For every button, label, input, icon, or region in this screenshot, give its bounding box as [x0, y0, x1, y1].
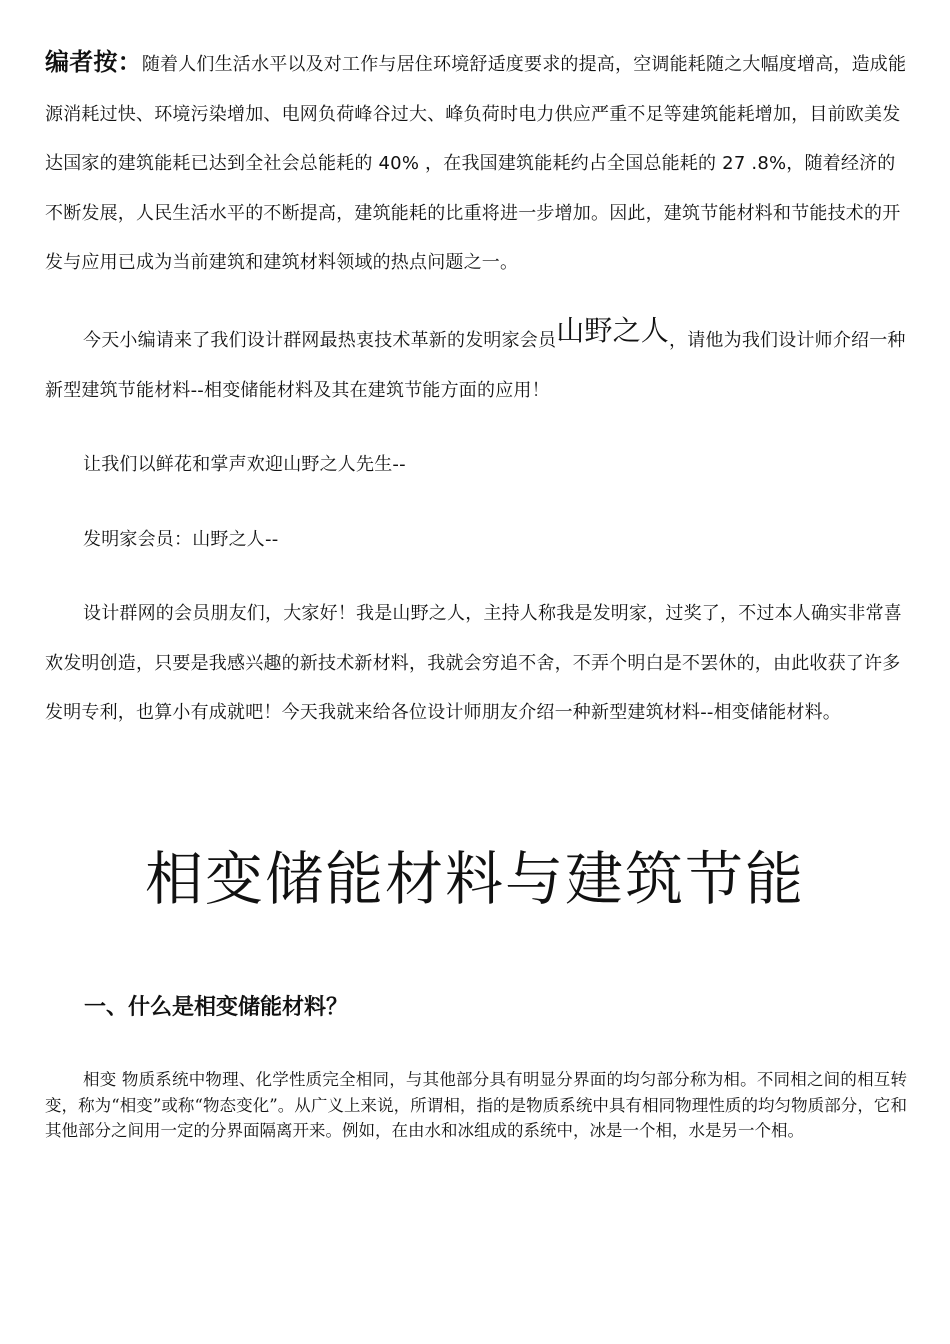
intro-paragraph	[45, 316, 907, 415]
editor-note-paragraph	[45, 38, 907, 288]
speaker-paragraph: 发明家会员：山野之人--	[83, 529, 279, 550]
speech-paragraph: 设计群网的会员朋友们，大家好！我是山野之人，主持人称我是发明家，过奖了，不过本人确实非常喜欢发明创造，只要是我感兴趣的新技术新材料，我就会穷追不舍，不弄个明白是不罢休的，由此收获了许多发明专利，也算小有成就吧！今天我就来给各位设计师朋友介绍一种新型建筑材料--相变储能材料。	[45, 603, 902, 723]
editor-note-text: 随着人们生活水平以及对工作与居住环境舒适度要求的提高，空调能耗随之大幅度增高，造成能源消耗过快、环境污染增加、电网负荷峰谷过大、峰负荷时电力供应严重不足等建筑能耗增加，目前欧美发达国家的建筑能耗已达到全社会总能耗的 40% ，在我国建筑能耗约占全国总能耗的 27 .8%，随着经济的不断发展，人民生活水平的不断提高，建筑能耗的比重将进一步增加。因此，建筑节能材料和节能技术的开发与应用已成为当前建筑和建筑材料领域的热点问题之一。	[45, 54, 907, 273]
editor-note-label: 编者按：	[45, 48, 142, 76]
intro-text-before: 今天小编请来了我们设计群网最热衷技术革新的发明家会员	[83, 330, 557, 351]
welcome-paragraph: 让我们以鲜花和掌声欢迎山野之人先生--	[83, 454, 406, 475]
document-title: 相变储能材料与建筑节能	[144, 845, 805, 913]
member-name-signature: 山野之人	[556, 314, 670, 347]
section-body-paragraph: 相变 物质系统中物理、化学性质完全相同，与其他部分具有明显分界面的均匀部分称为相。不同相之间的相互转变，称为“相变”或称“物态变化”。从广义上来说，所谓相，指的是物质系统中具有相同物理性质的均匀物质部分，它和其他部分之间用一定的分界面隔离开来。例如，在由水和冰组成的系统中，冰是一个相，水是另一个相。	[45, 1070, 907, 1140]
section-heading: 一、什么是相变储能材料？	[84, 995, 349, 1020]
intro-text-after: ，请他为我们设计师介绍一种新型建筑节能材料--相变储能材料及其在建筑节能方面的应用！	[45, 330, 906, 401]
